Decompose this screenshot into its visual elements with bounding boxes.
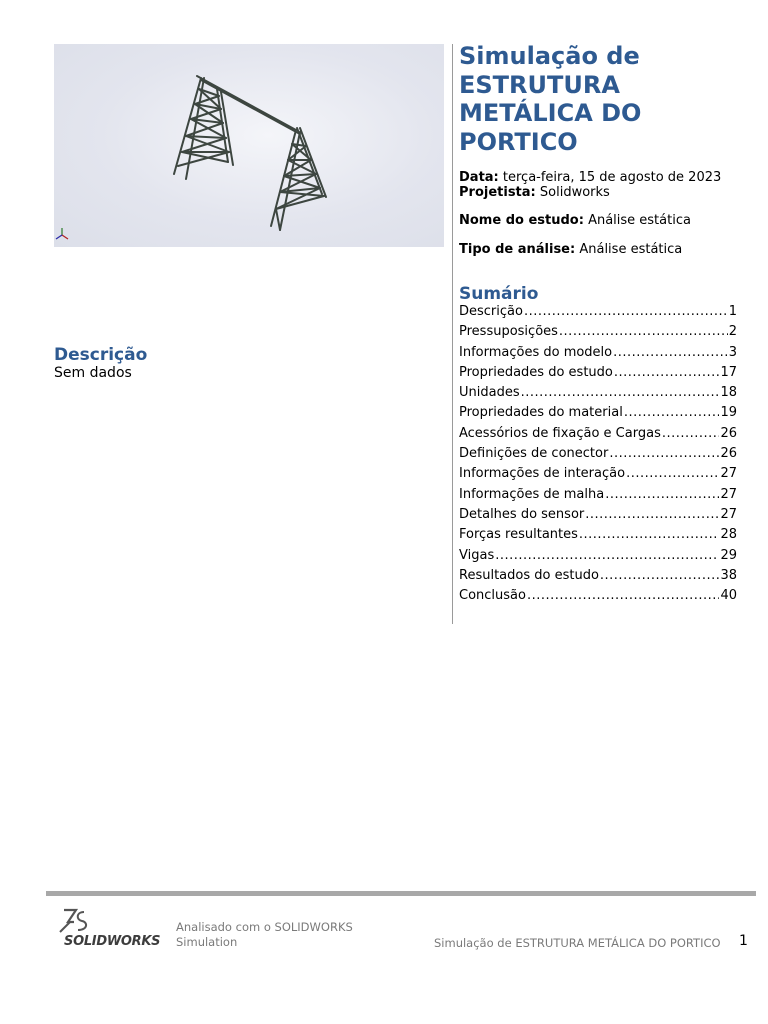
analise-value: Análise estática	[579, 242, 683, 257]
footer-rule	[46, 891, 756, 896]
analyzed-line-1: Analisado com o SOLIDWORKS	[176, 920, 353, 934]
toc-entry-page: 40	[720, 588, 737, 604]
summary-heading: Sumário	[459, 284, 539, 304]
toc-leader-dots	[521, 385, 720, 400]
toc-entry[interactable]	[459, 324, 737, 344]
toc-entry-page: 28	[720, 527, 737, 543]
toc-entry-page: 27	[720, 506, 737, 522]
toc-entry-page: 17	[720, 364, 737, 380]
meta-analise-row	[459, 242, 682, 257]
toc-leader-dots	[605, 487, 719, 502]
solidworks-wordmark: SOLIDWORKS	[64, 934, 161, 949]
toc-entry[interactable]	[459, 365, 737, 385]
toc-entry-page: 38	[720, 567, 737, 583]
meta-projetista-row	[459, 185, 610, 200]
toc-leader-dots	[527, 588, 719, 603]
toc-leader-dots	[613, 345, 728, 360]
toc-entry-label: Descrição	[459, 304, 523, 319]
toc-entry-label: Acessórios de fixação e Cargas	[459, 425, 661, 441]
analyzed-line-2: Simulation	[176, 934, 238, 949]
toc-entry[interactable]	[459, 345, 737, 365]
toc-entry[interactable]	[459, 304, 737, 324]
meta-data-row	[459, 170, 721, 185]
toc-entry[interactable]	[459, 507, 737, 527]
footer-document-title: Simulação de ESTRUTURA METÁLICA DO PORTICO	[434, 936, 721, 950]
toc-leader-dots	[626, 466, 719, 481]
toc-entry-label: Unidades	[459, 385, 520, 401]
toc-entry-page: 2	[728, 324, 737, 340]
toc-entry-page: 18	[720, 385, 737, 401]
toc-entry-page: 3	[728, 344, 737, 360]
toc-entry-label: Informações do modelo	[459, 344, 613, 360]
toc-entry-label: Pressuposições	[459, 324, 558, 340]
analyzed-with-text	[176, 920, 386, 949]
toc-entry-label: Informações de interação	[459, 466, 626, 482]
projetista-label: Projetista:	[459, 185, 536, 200]
meta-estudo-row	[459, 213, 691, 228]
toc-entry[interactable]	[459, 527, 737, 547]
toc-entry[interactable]	[459, 405, 737, 425]
solidworks-logo	[54, 906, 162, 952]
data-label: Data:	[459, 170, 499, 185]
description-text: Sem dados	[54, 365, 132, 381]
toc-entry-label: Resultados do estudo	[459, 567, 599, 583]
column-divider	[452, 44, 453, 624]
toc-entry-label: Propriedades do material	[459, 405, 623, 421]
toc-leader-dots	[614, 365, 720, 380]
toc-entry-label: Forças resultantes	[459, 527, 578, 543]
toc-entry-label: Vigas	[459, 547, 495, 563]
page-title: Simulação de ESTRUTURA METÁLICA DO PORTICO	[459, 42, 642, 156]
portal-frame-drawing	[54, 44, 444, 247]
toc-entry-page: 19	[720, 405, 737, 421]
estudo-label: Nome do estudo:	[459, 213, 584, 228]
projetista-value: Solidworks	[539, 185, 610, 200]
toc-entry-label: Propriedades do estudo	[459, 364, 613, 380]
toc-leader-dots	[579, 527, 720, 542]
toc-entry-page: 1	[728, 304, 737, 319]
toc-entry[interactable]	[459, 588, 737, 608]
ds-logo-icon	[54, 906, 94, 936]
toc-leader-dots	[600, 568, 720, 583]
toc-entry-page: 26	[720, 446, 737, 462]
toc-leader-dots	[524, 304, 728, 319]
toc-entry-label: Detalhes do sensor	[459, 506, 585, 522]
analise-label: Tipo de análise:	[459, 242, 576, 257]
toc-entry[interactable]	[459, 426, 737, 446]
toc-leader-dots	[609, 446, 719, 461]
axis-triad-icon	[56, 228, 68, 239]
page-number: 1	[739, 933, 748, 949]
toc-entry-page: 27	[720, 466, 737, 482]
toc-entry[interactable]	[459, 446, 737, 466]
model-preview-image	[54, 44, 444, 247]
toc-leader-dots	[495, 548, 719, 563]
toc-entry-page: 26	[720, 425, 737, 441]
toc-entry[interactable]	[459, 568, 737, 588]
toc-entry[interactable]	[459, 385, 737, 405]
toc-entry-label: Informações de malha	[459, 486, 605, 502]
toc-entry[interactable]	[459, 548, 737, 568]
estudo-value: Análise estática	[588, 213, 691, 228]
toc-entry-page: 27	[720, 486, 737, 502]
toc-entry-label: Definições de conector	[459, 446, 609, 462]
data-value: terça-feira, 15 de agosto de 2023	[502, 170, 722, 185]
toc-leader-dots	[624, 405, 720, 420]
toc-leader-dots	[662, 426, 720, 441]
toc-entry[interactable]	[459, 466, 737, 486]
table-of-contents	[459, 304, 737, 608]
toc-entry-page: 29	[720, 547, 737, 563]
toc-leader-dots	[559, 324, 728, 339]
description-heading: Descrição	[54, 345, 148, 365]
toc-leader-dots	[585, 507, 719, 522]
toc-entry-label: Conclusão	[459, 588, 526, 604]
toc-entry[interactable]	[459, 487, 737, 507]
